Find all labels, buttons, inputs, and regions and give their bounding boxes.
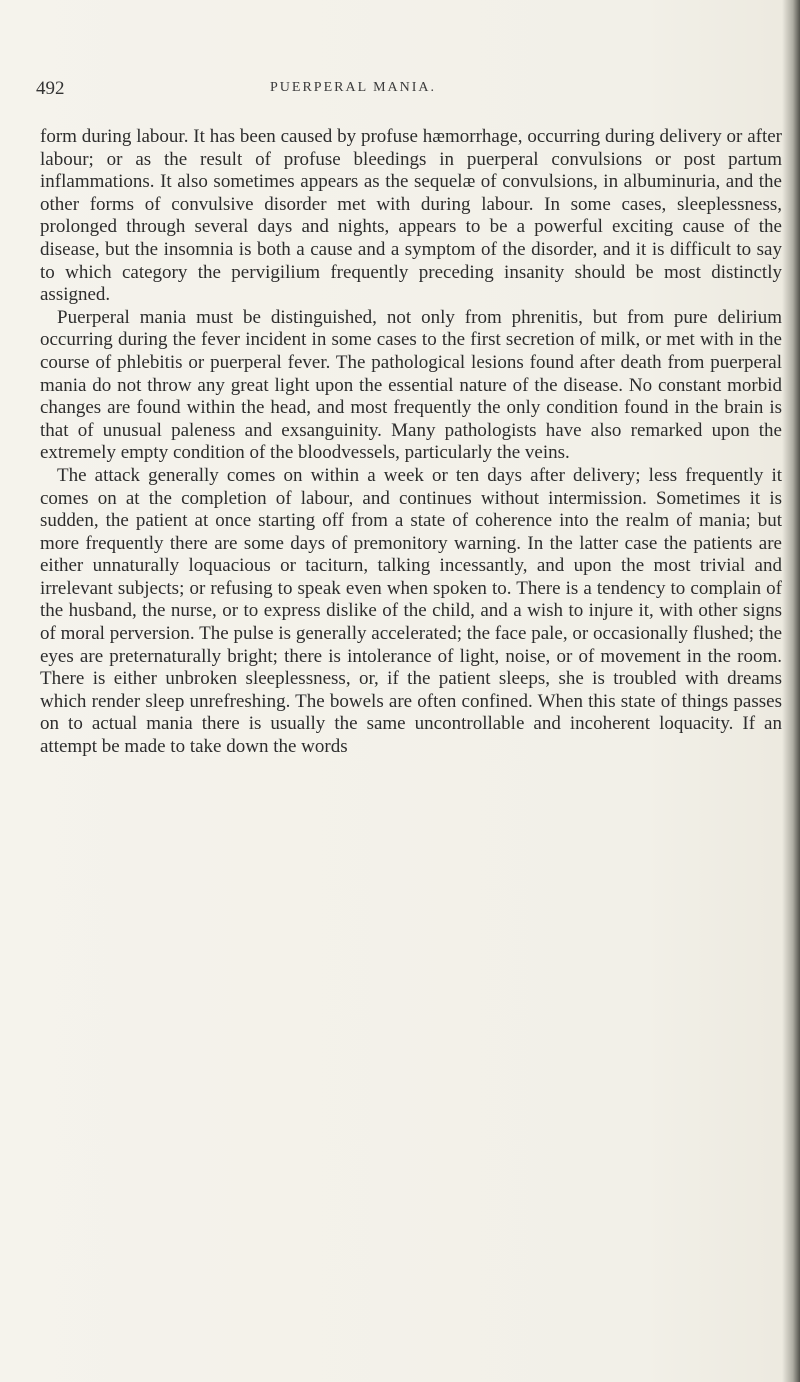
running-head: PUERPERAL MANIA.	[270, 80, 437, 95]
body-text	[40, 126, 782, 759]
paragraph-3: The attack generally comes on within a week or ten days after delivery; less frequently it comes on at the completion of labour, and continues without intermission. Sometimes it is sudden, the patient at once starting off from a state of coherence into the realm of mania; but more frequently there are some days of premonitory warning. In the latter case the patients are either unnaturally loquacious or taciturn, talking incessantly, and upon the most trivial and irrelevant subjects; or refusing to speak even when spoken to. There is a tendency to complain of the husband, the nurse, or to express dislike of the child, and a wish to injure it, with other signs of moral perversion. The pulse is generally accelerated; the face pale, or occasionally flushed; the eyes are preternaturally bright; there is intolerance of light, noise, or of movement in the room. There is either unbroken sleeplessness, or, if the patient sleeps, she is troubled with dreams which render sleep unrefreshing. The bowels are often confined. When this state of things passes on to actual mania there is usually the same uncontrollable and incoherent loquacity. If an attempt be made to take down the words	[40, 464, 782, 758]
page-number: 492	[36, 78, 65, 99]
page-edge-shadow	[782, 0, 800, 1382]
paragraph-1: form during labour. It has been caused by profuse hæmorrhage, occurring during delivery or after labour; or as the result of profuse bleedings in puerperal convulsions or post partum inflammations. It also sometimes appears as the sequelæ of convulsions, in albuminuria, and the other forms of convulsive disorder met with during labour. In some cases, sleeplessness, prolonged through several days and nights, appears to be a powerful exciting cause of the disease, but the insomnia is both a cause and a symptom of the disorder, and it is difficult to say to which category the pervigilium frequently preceding insanity should be most distinctly assigned.	[40, 126, 782, 306]
paragraph-2: Puerperal mania must be distinguished, not only from phrenitis, but from pure delirium occurring during the fever incident in some cases to the first secretion of milk, or met with in the course of phlebitis or puerperal fever. The pathological lesions found after death from puerperal mania do not throw any great light upon the essential nature of the disease. No constant morbid changes are found within the head, and most frequently the only condition found in the brain is that of unusual paleness and exsanguinity. Many pathologists have also remarked upon the extremely empty condition of the bloodvessels, particularly the veins.	[40, 306, 782, 464]
page-header	[0, 78, 800, 108]
